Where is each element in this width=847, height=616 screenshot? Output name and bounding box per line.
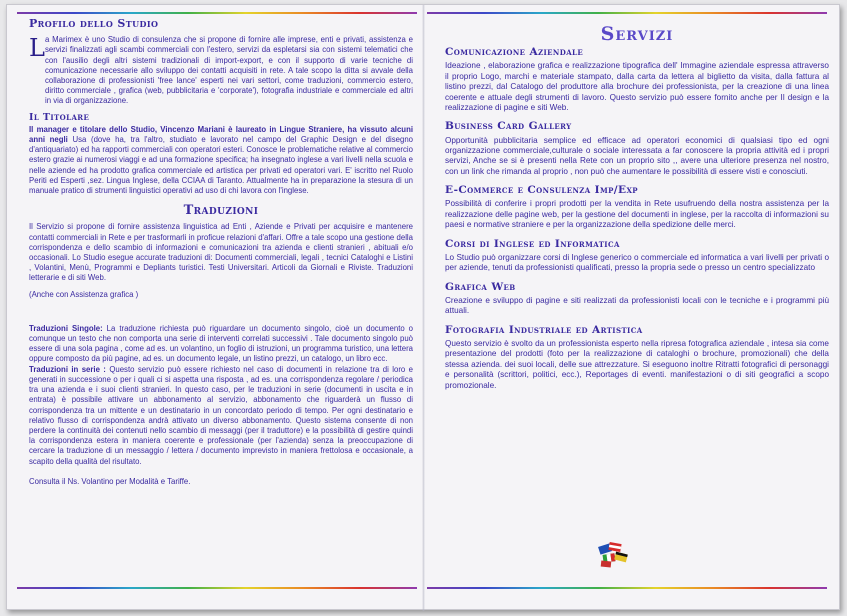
assistenza-note: (Anche con Assistenza grafica ) (29, 289, 139, 299)
servizi-title: Servizi (600, 23, 674, 45)
serie-text (29, 365, 413, 467)
section-heading-grafica-web: Grafica Web (445, 280, 516, 293)
intro-dropcap: L (29, 34, 45, 63)
rainbow-rule-top-left (17, 12, 417, 14)
titolare-body: Usa (dove ha, tra l'altro, studiato e lavorato nel campo del Graphic Design e del disegno d'antiquariato) ed ha rapporti commerciali con operatori esteri. Conosce le problematiche relative al commercio estero grazie ai numerosi viaggi e ad una formazione specifica; ha insegnato inglese a vari livelli nella scuola e nelle aziende ed ha prodotto grafica commerciale ed artistica per privati ed operatori vari. E' iscritto nel Ruolo Periti ed Esperti ,sez. Lingua Inglese, della CCIAA di Taranto. Attualmente ha in preparazione la stesura di un manuale pratico di strumenti linguistici operativi ad uso di chi lavora con l'inglese. (29, 135, 413, 196)
singole-body: La traduzione richiesta può riguardare un documento singolo, cioè un documento o comunque un testo che non comporta una serie di interventi correlati successivi . Tale documento singolo può essere di una sola pagina , come ad es. un volantino, un foglio di istruzioni, un programma turistico, una lettera oppure composto da più pagine, ad es. un documento legale, un listino prezzi, un catalogo, un libro ecc. (29, 323, 414, 364)
section-heading-corsi: Corsi di Inglese ed Informatica (445, 237, 620, 250)
section-text-comunicazione: Ideazione , elaborazione grafica e realizzazione tipografica dell' Immagine aziendale espressa attraverso il proprio Logo, marchi e materiale stampato, dalla carta da lettera al biglietto da visita, dalla fattura al listino prezzi, dal Catalogo del produttore alla brochure dei professionista, per la creazione di una linea coerente e attuale degli strumenti di lavoro. Questo servizio può essere fornito anche per Il design e la realizzazione di pagine e siti Web. (445, 61, 829, 113)
rainbow-rule-bottom-right (427, 587, 827, 589)
intro-block (29, 35, 413, 106)
section-text-ecommerce: Possibilità di conferire i propri prodotti per la vendita in Rete usufruendo della nostra assistenza per la realizzazione delle pagine web, per la gestione del documenti in inglese, per la raccolta di informazioni su paesi e normative straniere e per la organizzazione della spedizione delle merci. (445, 199, 829, 230)
singole-text (29, 324, 413, 365)
traduzioni-heading: Traduzioni (183, 203, 259, 219)
rainbow-rule-bottom-left (17, 587, 417, 589)
brochure-sheet (6, 4, 840, 610)
section-text-business-card: Opportunità pubblicitaria semplice ed efficace ad operatori economici di qualsiasi tipo ed ogni organizzazione commerciale,culturale o sociale interessata a far conoscere la propria attività ed i propri servizi, Anche se si è presenti nella Rete con un proprio sito ,, avere una ulteriore presenza nel nostro, con un link che rimanda al proprio , non può che aumentare le possibilità di essere visti e conosciuti. (445, 135, 829, 176)
section-heading-comunicazione: Comunicazione Aziendale (445, 46, 584, 59)
right-panel (445, 23, 829, 391)
section-heading-fotografia: Fotografia Industriale ed Artistica (445, 323, 643, 336)
section-text-grafica-web: Creazione e sviluppo di pagine e siti realizzati da professionisti locali con le tecniche e i programmi più attuali. (445, 295, 829, 316)
singole-label: Traduzioni Singole: (29, 323, 103, 333)
intro-text: a Marimex è uno Studio di consulenza che si propone di fornire alle imprese, enti e privati, assistenza e servizi finalizzati agli scambi commerciali con l'estero, servizi da espletarsi sia con sistemi telematici che con l'ausilio degli altri sistemi tradizionali di import-export, e con il supporto di varie tecniche di comunicazione necessarie allo sviluppo dei contatti acquisiti in rete. A tale scopo la ditta si avvale della collaborazione di professionisti 'free lance' esperti nei vari settori, come traduzioni, commercio estero, diritto commerciale , grafica (web, pubblicitaria e 'corporate'), fotografia industriale e commerciale ed altri in via di organizzazione. (45, 35, 413, 106)
center-fold (422, 5, 425, 611)
serie-body: Questo servizio può essere richiesto nel caso di documenti in relazione tra di loro e generati in successione o per i quali ci si aspetta una risposta , ad es. una corrispondenza regolare / periodica tra una azienda e i suoi clienti stranieri. In questo caso, per le traduzioni in serie (documenti in uscita e in entrata) è possibile attivare un abbonamento al servizio, abbonamento che riguarderà un flusso di corrispondenza tra un mittente e un destinatario in un concordato periodo di tempo. Per ogni destinatario e relativo flusso di corrispondenza andrà attivato un diverso abbonamento. Questo sistema consente di non perdere la continuità dei contenuti nello scambio di messaggi (per il traduttore) e la possibilità di gestire quindi la corrispondenza estera in maniera coerente e professionale (per l'azienda) senza la preoccupazione di cercare la traduzione di un messaggio / lettera / documento imprevisto in maniera frettolosa e occasionale, a scapito della qualità del risultato. (29, 364, 414, 466)
titolare-heading: Il Titolare (29, 111, 90, 123)
section-heading-ecommerce: E-Commerce e Consulenza Imp/Exp (445, 184, 638, 197)
profilo-heading: Profilo dello Studio (29, 17, 159, 30)
rainbow-rule-top-right (427, 12, 827, 14)
section-text-fotografia: Questo servizio è svolto da un professionista esperto nella ripresa fotografica aziendale , intesa sia come presentazione del prodotti (foto per la realizzazione di cataloghi o brochure, promozionali) che della stessa azienda. dei suoi locali, delle sue attrezzature. Si eseguono inoltre Ritratti fotografici di personaggi e personalità (scrittori, politici, ecc.), Reportages di eventi. manifestazioni o di siti geografici a scopo promozionale. (445, 338, 829, 390)
titolare-text (29, 125, 413, 196)
section-text-corsi: Lo Studio può organizzare corsi di Inglese generico o commerciale ed informatica a vari livelli per privati o per aziende, tenuti da professionisti qualificati, presso la propria sede o presso un centro specializzato (445, 252, 829, 273)
traduzioni-text: Il Servizio si propone di fornire assistenza linguistica ad Enti , Aziende e Privati per acquisire e mantenere contatti commerciali in Rete e per trasformarli in proficue relazioni d'affari. Offre a tale scopo una gestione della corrispondenza e dello scambio di informazioni e comunicazioni tra azienda e clienti stranieri , abituali e/o occasionali. Lo Studio esegue accurate traduzioni di: Documenti commerciali, legali , tecnici Cataloghi e Listini , Volantini, Menù, Programmi e Depliants turistici. Testi Universitari. Articoli da Giornali e Riviste. Traduzioni letterarie e di siti Web. (29, 222, 413, 283)
consulta-note: Consulta il Ns. Volantino per Modalità e Tariffe. (29, 476, 191, 486)
titolare-bold: Il manager e titolare dello Studio, Vincenzo Mariani è laureato in Lingue Straniere, ha vissuto alcuni anni negli (29, 124, 413, 145)
left-panel (29, 19, 413, 487)
section-heading-business-card: Business Card Gallery (445, 120, 572, 133)
flags-icon (597, 541, 631, 569)
serie-label: Traduzioni in serie : (29, 364, 106, 374)
